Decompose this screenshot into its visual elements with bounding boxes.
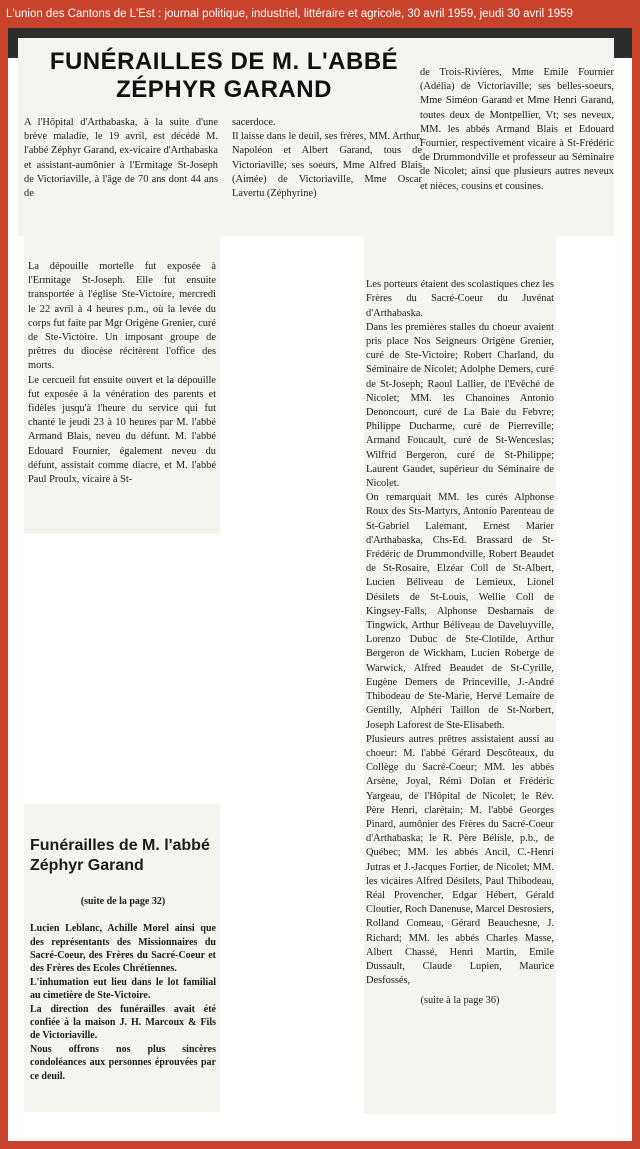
right-column-text: Les porteurs étaient des scolastiques chez les Frères du Sacré-Coeur du Juvénat d'Arthabaska. Dans les premières stalles du choeur avaient pris place Nos Seigneurs Origène Grenier, curé de Ste-Victoire; Robert Charland, du Séminaire de Nicolet; Adolphe Demers, curé de St-Joseph; Raoul Lallier, de l'Evêché de Nicolet; MM. les Chanoines Antonio Denoncourt, curé de La Baie du Febvre; Philippe Ducharme, curé de Pierreville; Armand Foucault, curé de St-Wenceslas; Wilfrid Bergeron, curé de St-Philippe; Laurent Gaudet, supérieur du Séminaire de Nicolet. On remarquait MM. les curés Alphonse Roux des Sts-Martyrs, Antonio Parenteau de St-Gabriel Lalemant, Ernest Marier d'Arthabaska, Chs-Ed. Brassard de St-Frédéric de Drummondville, Robert Beaudet de St-Rosaire, Elzéar Coll de St-Albert, Lucien Béliveau de Lemieux, Lionel Désilets de St-Louis, Wellie Coll de Kingsey-Falls, Alphonse Desharnais de Tingwick, Arthur Béliveau de Daveluyville, Lorenzo Dubuc de Ste-Clotilde, Arthur Bergeron de Wickham, Lucien Roberge de Warwick, Alfred Beaudet de St-Cyrille, Eugène Demers de Princeville, J.-André Thibodeau de Ste-Marie, Hervé Lemaire de Gentilly, Alphéri Taillon de St-Norbert, Joseph Laforest de Ste-Elisabeth. Plusieurs autres prêtres assistaient aussi au choeur: M. l'abbé Gérard Descôteaux, du Collège du Sacré-Coeur; MM. les abbés Arsène, Joyal, Rémi Dolan et Frédéric Yargeau, de l'Hôpital de Nicolet; le Rév. Père Henri, clarétain; M. l'abbé Georges Pinard, aumônier des Frères du Sacré-Coeur d'Arthabaska; le R. Père Bélisle, p.b., de Québec; MM. les abbés Ancil, C.-Henri Jutras et J.-Jacques Fortier, de Nicolet; MM. les vicaires Alfred Désilets, Paul Thibodeau, Réal Provencher, Edgar Hébert, Gérald Cloutier, Roch Danenuse, Marcel Desrosiers, Rolland Comeau, Gérard Beauchesne, J. Richard; MM. les abbés Charles Masse, Albert Chassé, Henri Martin, Emile Dussault, Claude Lupien, Maurice Desfossés, bbox=[366, 279, 555, 987]
continuation-body bbox=[30, 882, 216, 1083]
left-column-text: La dépouille mortelle fut exposée à l'Ermitage St-Joseph. Elle fut ensuite transportée à l'église Ste-Victoire, mercredi le 22 avril à 4 heures p.m., où la levée du corps fut faite par Mgr Origène Grenier, curé de Ste-Victoire. Un imposant groupe de prêtres du diocèse récitèrent l'office des morts. Le cercueil fut ensuite ouvert et la dépouille fut exposée à la vénération des parents et fidèles jusqu'à l'heure du service qui fut chanté le jeudi 23 à 10 heures par M. l'abbé Armand Blais, neveu du défunt. M. l'abbé Edouard Fournier, également neveu du défunt, assistait comme diacre, et M. l'abbé Paul Proulx, vicaire à St- bbox=[28, 261, 216, 486]
left-column-clipping bbox=[24, 236, 220, 534]
right-column bbox=[366, 264, 554, 1023]
continuation-headline: Funérailles de M. l'abbé Zéphyr Garand bbox=[30, 837, 210, 874]
article-top-clipping bbox=[18, 38, 614, 236]
article-column-2: sacerdoce. Il laisse dans le deuil, ses frères, MM. Arthur, Napoléon et Albert Garand, tous de Victoriaville; ses soeurs, Mme Alfred Blais (Aimée) de Victoriaville, Mme Oscar Lavertu (Zéphyrine) bbox=[232, 117, 422, 200]
article-headline: FUNÉRAILLES DE M. L'ABBÉ ZÉPHYR GARAND bbox=[49, 48, 399, 103]
continuation-subline: (suite de la page 32) bbox=[80, 896, 166, 908]
continuation-text: Lucien Leblanc, Achille Morel ainsi que des représentants des Missionnaires du Sacré-Coeur, des Frères du Sacré-Coeur et des Frères des Ecoles Chrétiennes. L'inhumation eut lieu dans le lot familial au cimetière de Ste-Victoire. La direction des funérailles avait été confiée à la maison J. H. Marcoux & Fils de Victoriaville. Nous offrons nos plus sincères condoléances aux personnes éprouvées par ce deuil. bbox=[30, 923, 216, 1082]
continued-note: (suite à la page 36) bbox=[420, 995, 500, 1007]
continuation-clipping bbox=[24, 804, 220, 1112]
article-column-3: de Trois-Rivières, Mme Emile Fournier (Adélia) de Victoriaville; ses belles-soeurs, Mme Siméon Garand et Mme Henri Garand, toutes deux de Montpellier, Vt; ses neveux, MM. les abbés Armand Blais et Edouard Fournier, respectivement vicaire à St-Frédéric de Drummondville et professeur au Séminaire de Nicolet; ainsi que plusieurs autres neveux et nièces, cousins et cousines. bbox=[420, 67, 614, 192]
right-column-clipping bbox=[364, 236, 556, 1114]
article-column-1: A l'Hôpital d'Arthabaska, à la suite d'une brève maladie, le 19 avril, est décédé M. l'abbé Zéphyr Garand, ex-vicaire d'Arthabaska et assistant-aumônier à l'Ermitage St-Joseph de Victoriaville, à l'âge de 70 ans dont 44 ans de bbox=[24, 117, 218, 200]
page-title-bar: L'union des Cantons de L'Est : journal politique, industriel, littéraire et agricole, 30 avril 1959, jeudi 30 avril 1959 bbox=[0, 0, 640, 28]
